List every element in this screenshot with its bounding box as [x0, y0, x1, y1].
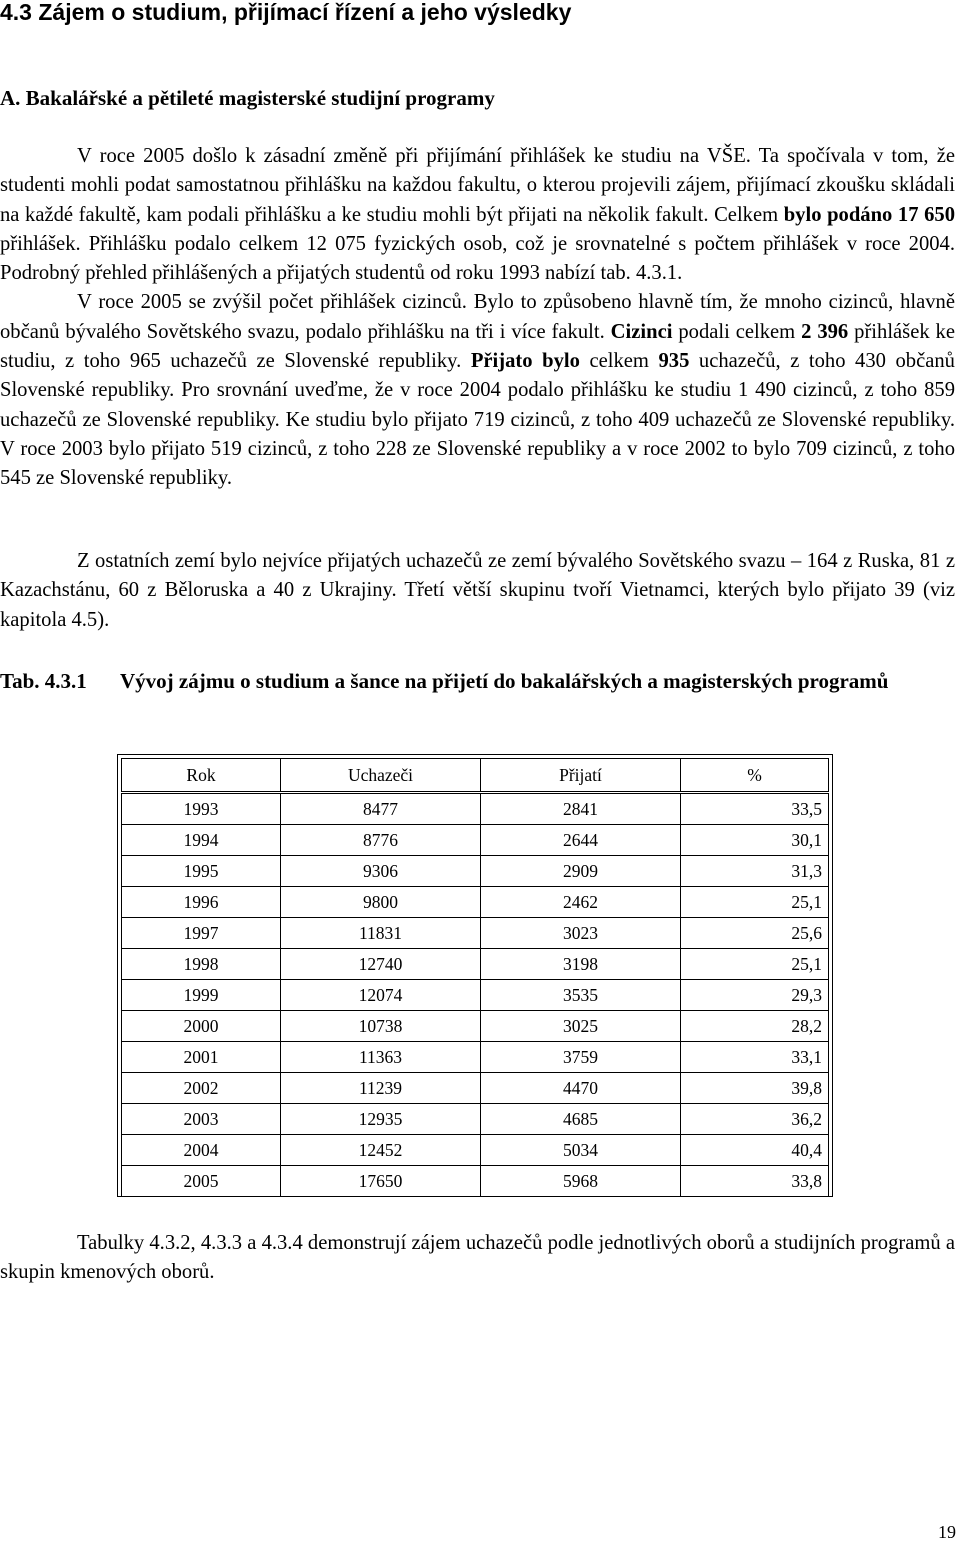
- table-row: [122, 887, 829, 918]
- cell-admitted: 3025: [481, 1011, 681, 1042]
- table-row: [122, 1042, 829, 1073]
- table-row: [122, 856, 829, 887]
- emphasized-text: Přijato bylo: [470, 350, 580, 373]
- cell-applicants: 11831: [281, 918, 481, 949]
- text-run: podali celkem: [672, 320, 802, 343]
- text-run: přihlášek. Přihlášku podalo celkem 12 075 fyzických osob, což je srovnatelné s počtem přihlášek v roce 2004. Podrobný přehled přihlášených a přijatých studentů od roku 1993 nabízí tab. 4.3.1.: [0, 232, 955, 285]
- cell-year: 1996: [122, 887, 281, 918]
- cell-applicants: 11363: [281, 1042, 481, 1073]
- paragraph: [0, 288, 955, 493]
- cell-year: 1997: [122, 918, 281, 949]
- table-row: [122, 1166, 829, 1197]
- cell-percent: 25,1: [681, 949, 829, 980]
- cell-percent: 28,2: [681, 1011, 829, 1042]
- paragraph: Tabulky 4.3.2, 4.3.3 a 4.3.4 demonstrují zájem uchazečů podle jednotlivých oborů a studijních programů a skupin kmenových oborů.: [0, 1232, 955, 1284]
- cell-year: 1994: [122, 825, 281, 856]
- cell-year: 1998: [122, 949, 281, 980]
- cell-admitted: 5034: [481, 1135, 681, 1166]
- applicants-table-frame: [117, 754, 833, 1197]
- body-text-closing: [0, 1229, 955, 1288]
- body-text-other-countries: [0, 547, 955, 635]
- column-header-admitted: Přijatí: [481, 759, 681, 793]
- cell-year: 2005: [122, 1166, 281, 1197]
- applicants-table: [121, 758, 829, 1197]
- cell-admitted: 2462: [481, 887, 681, 918]
- cell-applicants: 12452: [281, 1135, 481, 1166]
- cell-admitted: 2644: [481, 825, 681, 856]
- cell-year: 2000: [122, 1011, 281, 1042]
- cell-year: 1999: [122, 980, 281, 1011]
- cell-percent: 33,8: [681, 1166, 829, 1197]
- cell-year: 1993: [122, 793, 281, 825]
- column-header-percent: %: [681, 759, 829, 793]
- cell-applicants: 10738: [281, 1011, 481, 1042]
- table-header-row: [122, 759, 829, 793]
- table-row: [122, 793, 829, 825]
- emphasized-text: 935: [658, 350, 690, 373]
- emphasized-text: Cizinci: [610, 320, 673, 343]
- table-row: [122, 1104, 829, 1135]
- column-header-year: Rok: [122, 759, 281, 793]
- text-run: uchazečů, z toho 430 občanů Slovenské republiky. Pro srovnání uveďme, že v roce 2004 podalo přihlášku ke studiu 1 490 cizinců, z toho 859 uchazečů ze Slovenské republiky. Ke studiu bylo přijato 719 cizinců, z toho 409 uchazečů ze Slovenské republiky. V roce 2003 bylo přijato 519 cizinců, z toho 228 ze Slovenské republiky a v roce 2002 to bylo 709 cizinců, z toho 545 ze Slovenské republiky.: [0, 350, 955, 490]
- table-row: [122, 918, 829, 949]
- cell-admitted: 3198: [481, 949, 681, 980]
- body-text-intro: [0, 142, 955, 494]
- cell-year: 2001: [122, 1042, 281, 1073]
- text-run: V roce 2005 došlo k zásadní změně při přijímání přihlášek ke studiu na VŠE. Ta spočívala v tom, že studenti mohli podat samostatnou přihlášku na každou fakultu, o kterou projevili zájem, přijímací zkoušku skládali na každé fakultě, kam podali přihlášku a ke studiu mohli být přijati na několik fakult. Celkem: [0, 145, 955, 226]
- cell-percent: 40,4: [681, 1135, 829, 1166]
- emphasized-text: 2 396: [801, 320, 849, 343]
- cell-admitted: 2841: [481, 793, 681, 825]
- page-number: 19: [938, 1522, 956, 1542]
- cell-applicants: 11239: [281, 1073, 481, 1104]
- cell-applicants: 8477: [281, 793, 481, 825]
- cell-admitted: 5968: [481, 1166, 681, 1197]
- cell-percent: 33,1: [681, 1042, 829, 1073]
- cell-admitted: 2909: [481, 856, 681, 887]
- cell-year: 2003: [122, 1104, 281, 1135]
- table-body: [122, 793, 829, 1197]
- cell-admitted: 4685: [481, 1104, 681, 1135]
- text-run: V roce 2005 se zvýšil počet přihlášek cizinců. Bylo to způsobeno hlavně tím, že mnoho cizinců, hlavně občanů bývalého Sovětského svazu, podalo přihlášku na tři i více fakult.: [0, 291, 955, 343]
- cell-admitted: 4470: [481, 1073, 681, 1104]
- table-row: [122, 1011, 829, 1042]
- cell-applicants: 12740: [281, 949, 481, 980]
- cell-admitted: 3023: [481, 918, 681, 949]
- cell-applicants: 12935: [281, 1104, 481, 1135]
- cell-percent: 33,5: [681, 793, 829, 825]
- cell-percent: 25,6: [681, 918, 829, 949]
- text-run: přihlášek ke studiu, z toho 965 uchazečů ze Slovenské republiky.: [0, 320, 955, 373]
- cell-applicants: 17650: [281, 1166, 481, 1197]
- cell-percent: 29,3: [681, 980, 829, 1011]
- table-row: [122, 825, 829, 856]
- table-row: [122, 949, 829, 980]
- table-caption-label: Tab. 4.3.1: [0, 669, 87, 693]
- table-row: [122, 1073, 829, 1104]
- cell-percent: 39,8: [681, 1073, 829, 1104]
- cell-applicants: 12074: [281, 980, 481, 1011]
- paragraph: Z ostatních zemí bylo nejvíce přijatých uchazečů ze zemí bývalého Sovětského svazu – 164 z Ruska, 81 z Kazachstánu, 60 z Běloruska a 40 z Ukrajiny. Třetí větší skupinu tvoří Vietnamci, kterých bylo přijato 39 (viz kapitola 4.5).: [0, 550, 955, 631]
- emphasized-text: bylo podáno 17 650: [783, 203, 955, 226]
- cell-percent: 36,2: [681, 1104, 829, 1135]
- cell-applicants: 9306: [281, 856, 481, 887]
- cell-year: 2004: [122, 1135, 281, 1166]
- cell-applicants: 9800: [281, 887, 481, 918]
- cell-year: 2002: [122, 1073, 281, 1104]
- cell-year: 1995: [122, 856, 281, 887]
- column-header-applicants: Uchazeči: [281, 759, 481, 793]
- section-heading: 4.3 Zájem o studium, přijímací řízení a jeho výsledky: [0, 0, 572, 25]
- table-row: [122, 980, 829, 1011]
- cell-admitted: 3535: [481, 980, 681, 1011]
- paragraph: [0, 142, 955, 288]
- cell-applicants: 8776: [281, 825, 481, 856]
- table-row: [122, 1135, 829, 1166]
- table-caption-title: Vývoj zájmu o studium a šance na přijetí do bakalářských a magisterských programů: [120, 669, 889, 693]
- text-run: celkem: [579, 350, 659, 373]
- subsection-heading: A. Bakalářské a pětileté magisterské studijní programy: [0, 86, 495, 110]
- cell-percent: 30,1: [681, 825, 829, 856]
- cell-percent: 31,3: [681, 856, 829, 887]
- cell-admitted: 3759: [481, 1042, 681, 1073]
- cell-percent: 25,1: [681, 887, 829, 918]
